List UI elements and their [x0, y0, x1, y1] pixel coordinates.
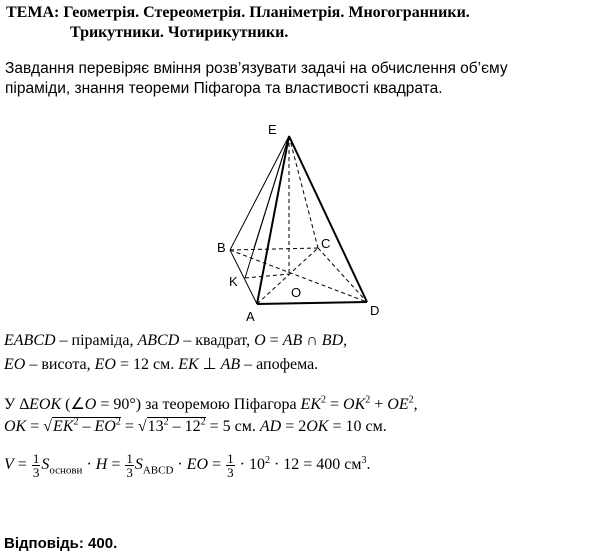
volume-formula: V = $\frac{1}{3}$ $S_{основи} \cdot H$ = $\frac{1}{3}$ $S_{ABCD}$ · EO = $\frac{1}{3}$ · $10^2 \cdot 12 = 400$ $см^3$. — [4, 451, 371, 480]
label-C: C — [321, 236, 331, 251]
segment-KO-hidden — [245, 274, 289, 278]
edge-BC-hidden — [230, 248, 318, 250]
fraction-one-third: $\frac{1}{3}$ — [32, 451, 40, 480]
pythagoras-line: У ∆EOK (∠O = 90°) за теоремою Піфагора $EK^2 = OK^2 + OE^2$, — [4, 394, 418, 413]
label-K: K — [229, 274, 238, 289]
sqrt-expression-1: $EK^2 - EO^2$ — [53, 416, 121, 435]
edge-ED — [289, 136, 367, 302]
given-line1: EABCD – піраміда, ABCD – квадрат, O = AB ∩ BD, — [4, 332, 348, 349]
label-O: O — [291, 285, 302, 300]
calculation-line: OK = $√EK^2 - EO^2 = √13^2 - 12^2 = 5$ см. AD = 2OK = 10 см. — [4, 416, 387, 435]
sqrt-expression-2: $13^2 - 12^2$ — [147, 416, 206, 435]
label-E: E — [268, 122, 277, 137]
intro-line2: піраміди, знання теореми Піфагора та властивості квадрата. — [5, 80, 443, 97]
label-B: B — [217, 240, 226, 255]
given-line2: EO – висота, EO = 12 см. EK ⊥ AB – апофема. — [4, 356, 319, 373]
edge-EC-hidden — [289, 136, 318, 248]
topic-title-line1: ТЕМА: Геометрія. Стереометрія. Планіметрія. Многогранники. — [6, 4, 470, 21]
answer: Відповідь: 400. — [4, 535, 118, 552]
topic-title-line2: Трикутники. Чотирикутники. — [70, 24, 289, 41]
intro-line1: Завдання перевіряє вміння розв’язувати задачі на обчислення об’єму — [5, 60, 508, 77]
edge-CD-hidden — [318, 248, 367, 302]
edge-EB — [230, 136, 289, 250]
edge-AD — [257, 302, 367, 304]
label-D: D — [370, 303, 380, 318]
label-A: A — [246, 309, 255, 324]
fraction-one-third: $\frac{1}{3}$ — [126, 451, 133, 480]
fraction-one-third: $\frac{1}{3}$ — [227, 451, 234, 480]
sqrt-icon: √ — [43, 418, 53, 435]
sqrt-icon: √ — [137, 418, 147, 435]
